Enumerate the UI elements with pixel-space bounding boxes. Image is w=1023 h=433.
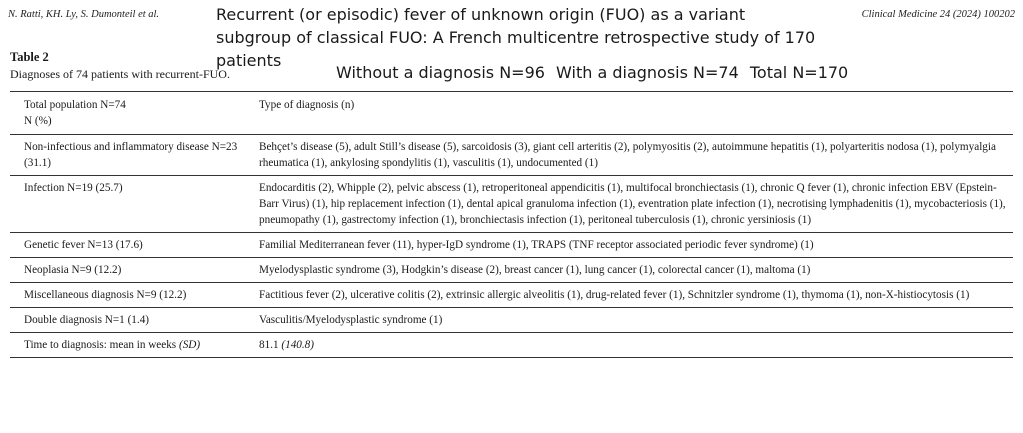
header-col1-line1: Total population N=74	[24, 99, 126, 111]
row-diagnoses: Familial Mediterranean fever (11), hyper-IgD syndrome (1), TRAPS (TNF receptor associated periodic fever syndrome) (1)	[259, 239, 814, 251]
header-col1-line2: N (%)	[24, 115, 52, 127]
count-without-diagnosis: Without a diagnosis N=96	[336, 63, 545, 82]
row-diagnoses: Behçet’s disease (5), adult Still’s disease (5), sarcoidosis (3), giant cell arteritis (2), polymyositis (2), autoimmune hepatitis (1), polyarteritis nodosa (1), polymyalgia rheumatica (1), ankylosing spondylitis (1), vasculitis (1), undocumented (1)	[259, 141, 996, 169]
time-to-diagnosis-row	[10, 333, 1013, 358]
header-type-of-diagnosis: Type of diagnosis (n)	[259, 99, 355, 111]
diagnoses-table	[10, 91, 1013, 358]
table-row	[10, 258, 1013, 283]
row-category: Double diagnosis N=1 (1.4)	[24, 314, 150, 326]
time-value-mean: 81.1	[259, 339, 279, 351]
row-category: Neoplasia N=9 (12.2)	[24, 264, 122, 276]
running-header-authors: N. Ratti, KH. Ly, S. Dumonteil et al.	[8, 9, 160, 20]
row-category: Miscellaneous diagnosis N=9 (12.2)	[24, 289, 187, 301]
table-row	[10, 283, 1013, 308]
table-label: Table 2	[10, 50, 49, 64]
table-header-row	[10, 92, 1013, 135]
row-diagnoses: Vasculitis/Myelodysplastic syndrome (1)	[259, 314, 443, 326]
table-caption: Diagnoses of 74 patients with recurrent-FUO.	[10, 67, 230, 81]
patient-counts	[336, 63, 854, 82]
row-diagnoses: Factitious fever (2), ulcerative colitis (2), extrinsic allergic alveolitis (1), drug-related fever (1), Schnitzler syndrome (1), thymoma (1), non-X-histiocytosis (1)	[259, 289, 970, 301]
row-category: Infection N=19 (25.7)	[24, 182, 123, 194]
time-label-sd: (SD)	[178, 339, 201, 351]
table-row	[10, 176, 1013, 233]
count-total: Total N=170	[749, 63, 849, 82]
row-category: Genetic fever N=13 (17.6)	[24, 239, 143, 251]
row-diagnoses: Myelodysplastic syndrome (3), Hodgkin’s disease (2), breast cancer (1), lung cancer (1), colorectal cancer (1), maltoma (1)	[259, 264, 811, 276]
paper-title: Recurrent (or episodic) fever of unknown origin (FUO) as a variant subgroup of classical FUO: A French multicentre retrospective study of 170 patients	[216, 5, 816, 70]
time-to-diagnosis-label	[10, 333, 251, 358]
table-row	[10, 135, 1013, 176]
count-with-diagnosis: With a diagnosis N=74	[556, 63, 739, 82]
table-row	[10, 233, 1013, 258]
header-total-population	[10, 92, 251, 135]
time-to-diagnosis-value	[251, 333, 1013, 358]
row-diagnoses: Endocarditis (2), Whipple (2), pelvic abscess (1), retroperitoneal appendicitis (1), multifocal bronchiectasis (1), chronic Q fever (1), chronic infection EBV (Epstein-Barr Virus) (1), hip replacement infection (1), dental apical granuloma infection (1), eventration plate infection (1), necrotising lymphadenitis (1), mycobacteriosis (1), pneumopathy (1), gastrectomy infection (1), bronchiectasis infection (1), peritoneal tuberculosis (1), chronic yersiniosis (1)	[259, 182, 1006, 226]
table-row	[10, 308, 1013, 333]
row-category: Non-infectious and inflammatory disease N=23 (31.1)	[24, 141, 238, 169]
time-label-main: Time to diagnosis: mean in weeks	[24, 339, 177, 351]
running-header-journal: Clinical Medicine 24 (2024) 100202	[861, 9, 1015, 20]
time-value-sd: (140.8)	[281, 339, 314, 351]
